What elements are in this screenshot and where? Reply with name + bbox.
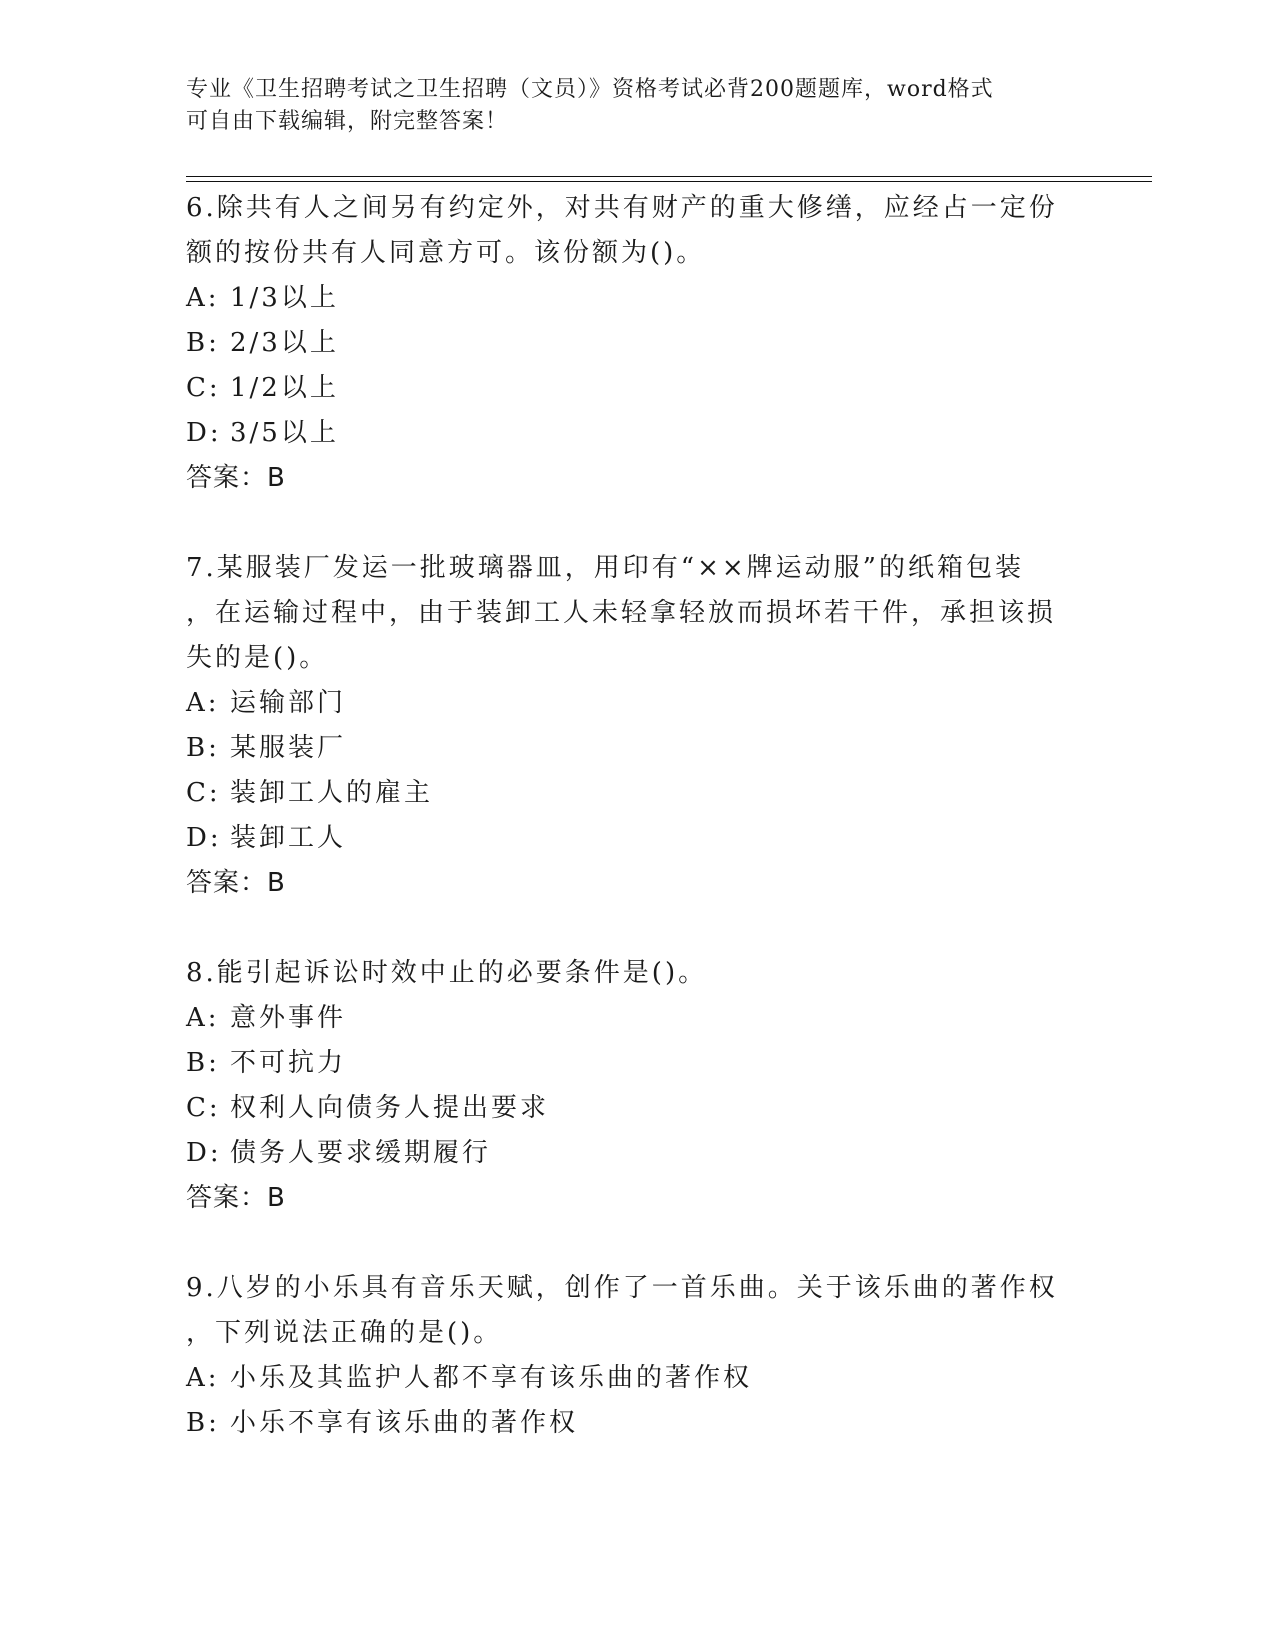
question-stem-line: 额的按份共有人同意方可。该份额为()。 <box>186 238 706 268</box>
document-header <box>186 74 1066 138</box>
option-c <box>186 771 1066 816</box>
question-stem-line: ，在运输过程中，由于装卸工人未轻拿轻放而损坏若干件，承担该损 <box>186 598 1057 628</box>
option-text: 意外事件 <box>230 1003 347 1033</box>
question-spacer <box>186 1221 1066 1266</box>
header-divider-bottom <box>186 181 1152 182</box>
option-key: A: <box>186 1003 220 1033</box>
question-stem-line: 失的是()。 <box>186 643 329 673</box>
option-a <box>186 276 1066 321</box>
option-d <box>186 816 1066 861</box>
header-divider-top <box>186 176 1152 177</box>
option-key: D: <box>186 823 222 853</box>
question-6 <box>186 186 1066 501</box>
option-key: D: <box>186 1138 222 1168</box>
question-stem-line: 9.八岁的小乐具有音乐天赋，创作了一首乐曲。关于该乐曲的著作权 <box>186 1273 1058 1303</box>
option-b <box>186 1041 1066 1086</box>
question-7 <box>186 546 1066 906</box>
option-a <box>186 996 1066 1041</box>
option-text: 小乐及其监护人都不享有该乐曲的著作权 <box>230 1363 753 1393</box>
option-key: A: <box>186 1363 220 1393</box>
answer-line: 答案：B <box>186 1183 286 1213</box>
option-text: 装卸工人 <box>230 823 347 853</box>
option-text: 某服装厂 <box>230 733 347 763</box>
question-9 <box>186 1266 1066 1446</box>
option-b <box>186 726 1066 771</box>
option-a <box>186 1356 1066 1401</box>
option-key: C: <box>186 1093 221 1123</box>
option-key: D: <box>186 418 222 448</box>
option-text: 运输部门 <box>230 688 347 718</box>
option-text: 债务人要求缓期履行 <box>230 1138 492 1168</box>
header-line-1: 专业《卫生招聘考试之卫生招聘（文员）》资格考试必背200题题库，word格式 <box>186 77 994 102</box>
option-key: C: <box>186 373 221 403</box>
option-b <box>186 321 1066 366</box>
option-key: B: <box>186 1048 220 1078</box>
option-d <box>186 1131 1066 1176</box>
question-spacer <box>186 906 1066 951</box>
question-stem-line: 6.除共有人之间另有约定外，对共有财产的重大修缮，应经占一定份 <box>186 193 1058 223</box>
option-text: 装卸工人的雇主 <box>230 778 434 808</box>
question-list <box>186 186 1066 1446</box>
option-text: 不可抗力 <box>230 1048 347 1078</box>
option-text: 1/2以上 <box>230 373 339 403</box>
header-line-2: 可自由下载编辑，附完整答案！ <box>186 109 509 134</box>
option-key: A: <box>186 283 220 313</box>
option-text: 1/3以上 <box>230 283 339 313</box>
question-spacer <box>186 501 1066 546</box>
question-8 <box>186 951 1066 1221</box>
question-stem-line: ，下列说法正确的是()。 <box>186 1318 503 1348</box>
option-text: 权利人向债务人提出要求 <box>230 1093 550 1123</box>
option-text: 2/3以上 <box>230 328 339 358</box>
option-key: A: <box>186 688 220 718</box>
question-stem-line: 8.能引起诉讼时效中止的必要条件是()。 <box>186 958 708 988</box>
option-c <box>186 1086 1066 1131</box>
answer-line: 答案：B <box>186 463 286 493</box>
question-stem-line: 7.某服装厂发运一批玻璃器皿，用印有“××牌运动服”的纸箱包装 <box>186 553 1024 583</box>
answer-line: 答案：B <box>186 868 286 898</box>
option-a <box>186 681 1066 726</box>
option-key: B: <box>186 1408 220 1438</box>
option-key: B: <box>186 733 220 763</box>
option-text: 小乐不享有该乐曲的著作权 <box>230 1408 579 1438</box>
option-c <box>186 366 1066 411</box>
option-key: B: <box>186 328 220 358</box>
option-text: 3/5以上 <box>230 418 339 448</box>
option-key: C: <box>186 778 221 808</box>
option-d <box>186 411 1066 456</box>
option-b <box>186 1401 1066 1446</box>
